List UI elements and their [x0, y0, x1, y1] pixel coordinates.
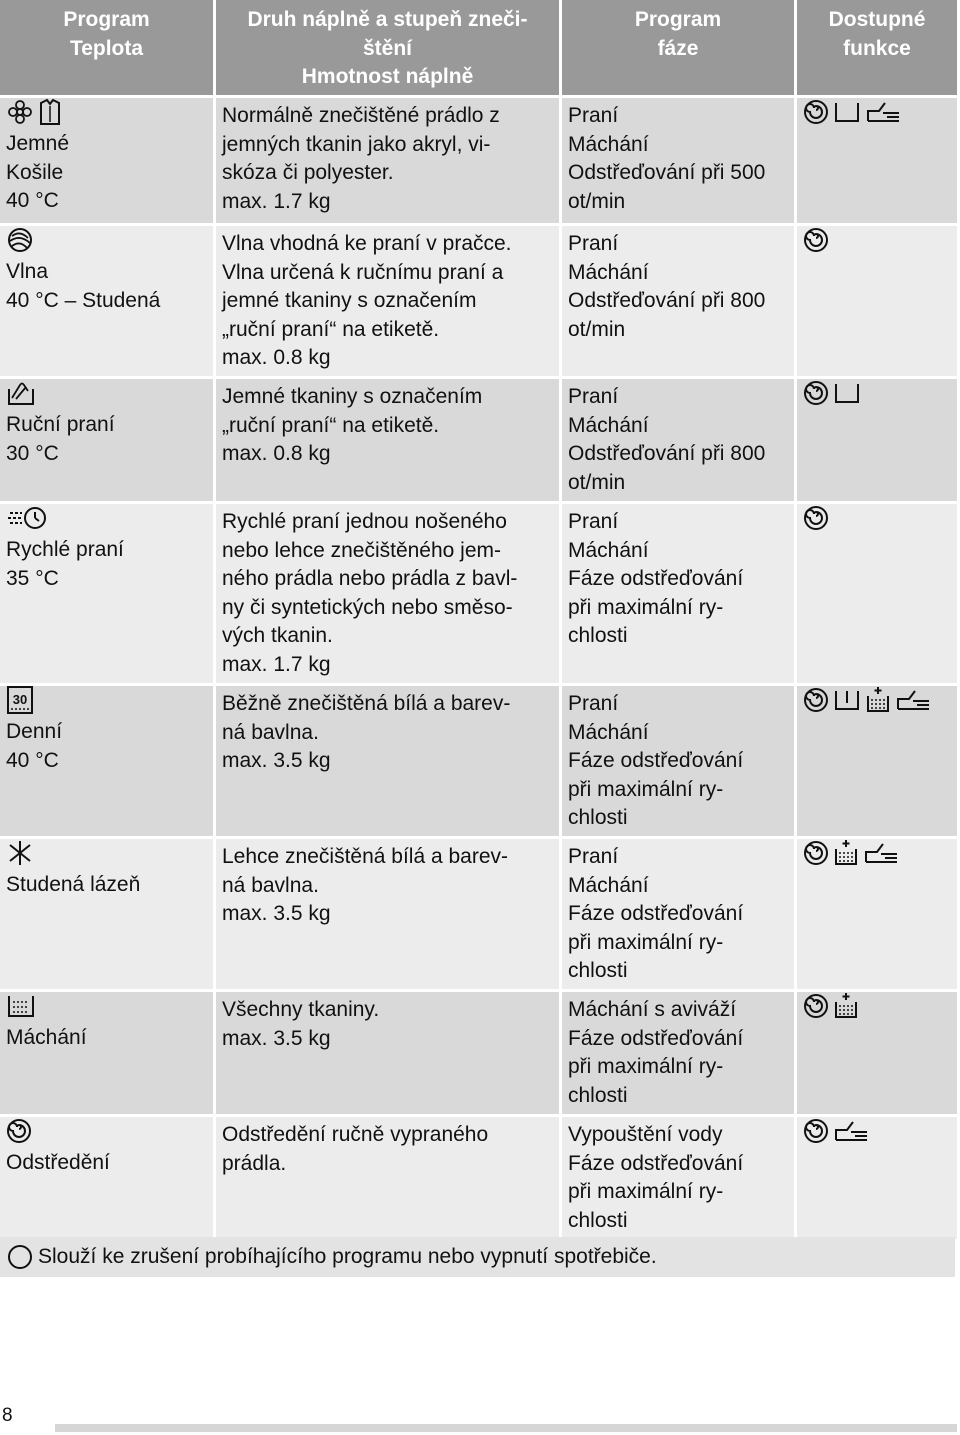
program-name: Ruční praní 30 °C — [6, 413, 115, 465]
flower-icon — [6, 99, 34, 134]
program-cell — [0, 226, 213, 376]
program-icons — [6, 383, 207, 411]
program-name: Odstředění — [6, 1151, 110, 1174]
load-cell — [216, 839, 559, 989]
program-name: Studená lázeň — [6, 873, 141, 896]
load-description: Odstředění ručně vypraného prádla. — [222, 1123, 489, 1175]
phases-cell — [562, 98, 794, 223]
function-icons — [803, 102, 951, 130]
program-phases: Praní Máchání Fáze odstřeďování při maximální ry- chlosti — [568, 510, 744, 648]
spin-icon — [803, 99, 829, 134]
functions-cell — [797, 98, 957, 223]
header-program: Program Teplota — [0, 0, 213, 95]
program-cell — [0, 839, 213, 989]
footer-text: Slouží ke zrušení probíhajícího programu nebo vypnutí spotřebiče. — [38, 1245, 657, 1268]
program-phases: Praní Máchání Odstřeďování při 800 ot/min — [568, 385, 766, 494]
spin-icon — [803, 1118, 829, 1153]
shirt-icon — [38, 98, 62, 135]
program-cell — [0, 1117, 213, 1239]
drain-icon — [833, 1118, 869, 1153]
handwash-icon — [6, 379, 36, 416]
load-cell — [216, 226, 559, 376]
drain-icon — [865, 99, 901, 134]
spin-icon — [803, 687, 829, 722]
function-icons — [803, 508, 951, 536]
header-phases: Program fáze — [562, 0, 794, 95]
table-row — [0, 379, 958, 501]
functions-cell — [797, 504, 957, 683]
functions-cell — [797, 992, 957, 1114]
header-load: Druh náplně a stupeň zneči- štění Hmotnost náplně — [216, 0, 559, 95]
functions-cell — [797, 686, 957, 836]
drain-icon — [863, 840, 899, 875]
table-row — [0, 226, 958, 376]
load-description: Vlna vhodná ke praní v pračce. Vlna určená k ručnímu praní a jemné tkaniny s označením „ruční praní“ na etiketě. max. 0.8 kg — [222, 232, 512, 370]
phases-cell — [562, 379, 794, 501]
table-row — [0, 839, 958, 989]
phases-cell — [562, 992, 794, 1114]
spin-icon — [803, 993, 829, 1028]
header-functions: Dostupné funkce — [797, 0, 957, 95]
program-name: Vlna 40 °C – Studená — [6, 260, 161, 312]
program-cell — [0, 379, 213, 501]
program-name: Jemné Košile 40 °C — [6, 132, 70, 213]
program-name: Rychlé praní 35 °C — [6, 538, 124, 590]
svg-text:30: 30 — [12, 691, 28, 707]
load-description: Rychlé praní jednou nošeného nebo lehce znečištěného jem- ného prádla nebo prádla z bavl- ny či syntetických nebo směso- vých tkanin. max. 1.7 kg — [222, 510, 518, 676]
tub-icon — [833, 99, 861, 134]
program-icons — [6, 996, 207, 1024]
program-phases: Máchání s aviváží Fáze odstřeďování při maximální ry- chlosti — [568, 998, 744, 1107]
load-description: Všechny tkaniny. max. 3.5 kg — [222, 998, 380, 1050]
functions-cell — [797, 839, 957, 989]
function-icons — [803, 383, 951, 411]
program-phases: Vypouštění vody Fáze odstřeďování při maximální ry- chlosti — [568, 1123, 744, 1232]
program-icons — [6, 843, 207, 871]
program-name: Denní 40 °C — [6, 720, 63, 772]
spin-icon — [803, 505, 829, 540]
table-row — [0, 992, 958, 1114]
functions-cell — [797, 379, 957, 501]
quick-wash-icon — [6, 505, 48, 540]
function-icons — [803, 690, 951, 718]
program-phases: Praní Máchání Fáze odstřeďování při maximální ry- chlosti — [568, 692, 744, 830]
program-icons — [6, 508, 207, 536]
functions-cell — [797, 1117, 957, 1239]
program-icons — [6, 1121, 207, 1149]
load-cell — [216, 992, 559, 1114]
rinse-icon — [6, 993, 36, 1028]
drain-icon — [895, 687, 931, 722]
program-icons — [6, 102, 207, 130]
phases-cell — [562, 504, 794, 683]
off-circle-icon — [8, 1245, 32, 1269]
load-cell — [216, 379, 559, 501]
table-row — [0, 504, 958, 683]
load-description: Normálně znečištěné prádlo z jemných tkanin jako akryl, vi- skóza či polyester. max. 1.7 kg — [222, 104, 500, 213]
program-name: Máchání — [6, 1026, 87, 1049]
wool-icon — [6, 226, 34, 263]
load-cell — [216, 686, 559, 836]
function-icons — [803, 996, 951, 1024]
program-cell — [0, 992, 213, 1114]
program-phases: Praní Máchání Odstřeďování při 500 ot/min — [568, 104, 766, 213]
program-icons — [6, 230, 207, 258]
rinse-plus-icon — [833, 992, 859, 1029]
phases-cell — [562, 686, 794, 836]
spin-icon — [803, 840, 829, 875]
spin-icon — [803, 380, 829, 415]
rinse-hold-icon — [833, 687, 861, 722]
load-cell — [216, 504, 559, 683]
load-description: Běžně znečištěná bílá a barev- ná bavlna. max. 3.5 kg — [222, 692, 511, 773]
tub-icon — [833, 380, 861, 415]
program-cell — [0, 98, 213, 223]
function-icons — [803, 843, 951, 871]
footer-note — [0, 1237, 955, 1277]
cold-icon — [6, 839, 34, 876]
load-description: Lehce znečištěná bílá a barev- ná bavlna. max. 3.5 kg — [222, 845, 509, 926]
phases-cell — [562, 226, 794, 376]
spin-icon — [6, 1118, 32, 1153]
bottom-bar — [55, 1424, 957, 1432]
load-cell — [216, 98, 559, 223]
table-row — [0, 686, 958, 836]
spin-icon — [803, 227, 829, 262]
rinse-plus-icon — [833, 839, 859, 876]
program-icons — [6, 690, 207, 718]
table-header — [0, 0, 958, 95]
table-row — [0, 98, 958, 223]
rinse-plus-icon — [865, 686, 891, 723]
program-phases: Praní Máchání Odstřeďování při 800 ot/min — [568, 232, 766, 341]
program-cell — [0, 504, 213, 683]
phases-cell — [562, 839, 794, 989]
function-icons — [803, 1121, 951, 1149]
load-cell — [216, 1117, 559, 1239]
table-row — [0, 1117, 958, 1239]
phases-cell — [562, 1117, 794, 1239]
program-phases: Praní Máchání Fáze odstřeďování při maximální ry- chlosti — [568, 845, 744, 983]
functions-cell — [797, 226, 957, 376]
function-icons — [803, 230, 951, 258]
load-description: Jemné tkaniny s označením „ruční praní“ na etiketě. max. 0.8 kg — [222, 385, 483, 466]
page-number: 8 — [2, 1405, 13, 1426]
program-cell — [0, 686, 213, 836]
